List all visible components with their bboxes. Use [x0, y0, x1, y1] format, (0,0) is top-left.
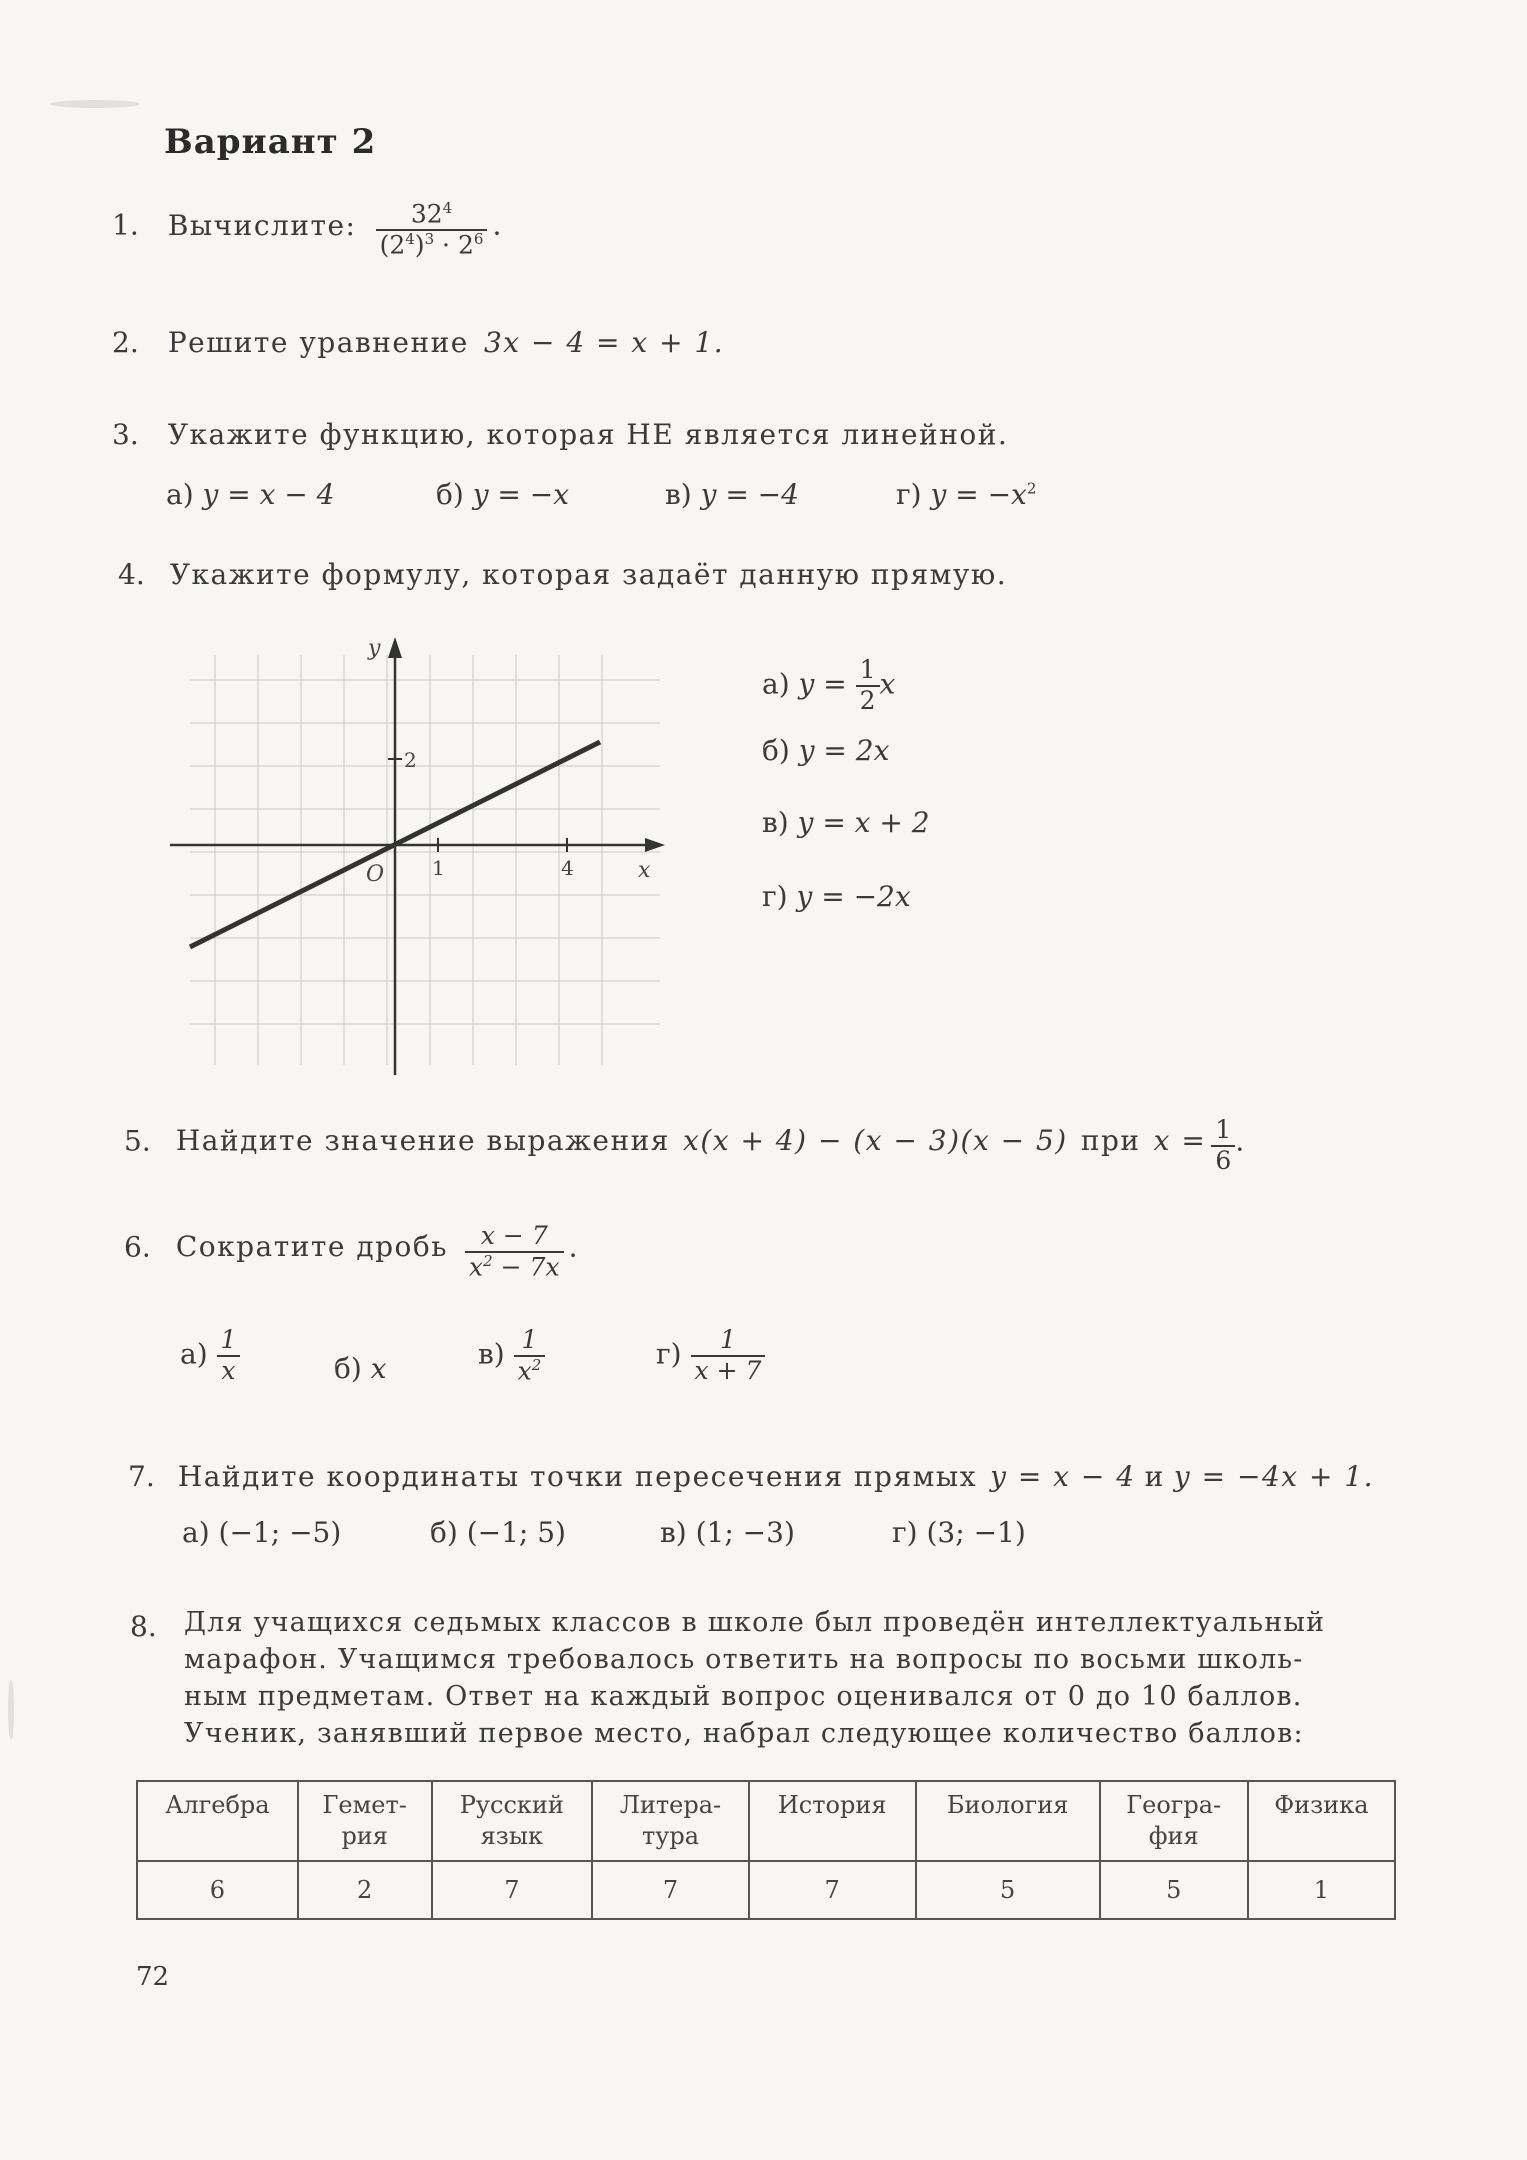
answer-option: б) y = −x	[436, 478, 570, 511]
answer-option: г) (3; −1)	[892, 1516, 1026, 1549]
table-header-cell: Физика	[1248, 1781, 1395, 1861]
tick-label: 2	[404, 748, 417, 772]
table-header-cell: Алгебра	[137, 1781, 298, 1861]
table-header-cell: Биология	[916, 1781, 1100, 1861]
answer-option: г) y = −2x	[762, 880, 911, 913]
scores-table	[136, 1780, 1396, 1920]
problem-2	[112, 326, 724, 359]
problem-text: Вычислите:	[167, 208, 357, 242]
answer-option: в) y = x + 2	[762, 806, 930, 839]
answer-option: а) $\frac{1}{x}$	[180, 1326, 240, 1386]
problem-number: 2.	[112, 326, 139, 359]
answer-option: в) (1; −3)	[660, 1516, 795, 1549]
answer-option: б) x	[334, 1352, 387, 1385]
problem-text: Найдите значение выражения	[175, 1124, 670, 1158]
problem-5: 5. Найдите значение выражения x(x + 4) − (x − 3)(x − 5) при x = $\frac{1}{6}$ .	[124, 1115, 1246, 1175]
answer-option: а) y = $\frac{1}{2}$ x	[762, 655, 896, 715]
table-header-cell: Гемет- рия	[298, 1781, 432, 1861]
problem-number: 6.	[124, 1230, 151, 1264]
problem-text: Решите уравнение	[167, 326, 469, 359]
answer-option: б) y = 2x	[762, 734, 890, 767]
y-axis-label: y	[368, 636, 381, 661]
table-header-cell: История	[749, 1781, 916, 1861]
table-header-row	[137, 1781, 1395, 1861]
problem-text: Найдите координаты точки пересечения прямых	[177, 1460, 977, 1493]
answer-option: б) (−1; 5)	[430, 1516, 566, 1549]
line-graph	[160, 625, 680, 1085]
table-cell: 7	[592, 1861, 749, 1919]
problem-number: 5.	[124, 1124, 151, 1158]
answer-option: г) $\frac{1}{x + 7}$	[656, 1326, 765, 1386]
table-cell: 7	[749, 1861, 916, 1919]
problem-text: Укажите формулу, которая задаёт данную прямую.	[169, 558, 1008, 591]
table-cell: 2	[298, 1861, 432, 1919]
problem-text: Сократите дробь	[175, 1230, 448, 1264]
problem-number: 4.	[118, 558, 145, 591]
problem-number: 1.	[112, 208, 139, 242]
answer-option: в) $\frac{1}{x^2}$	[478, 1326, 545, 1386]
problem-text: Укажите функцию, которая НЕ является линейной.	[167, 418, 1009, 451]
answer-option: а) (−1; −5)	[182, 1516, 342, 1549]
tick-label: 1	[432, 856, 445, 880]
table-cell: 5	[916, 1861, 1100, 1919]
problem-1: 1. Вычислите: $\frac{32^4}{(2^4)^3 \cdot 2^6}$ .	[112, 199, 503, 260]
problem-7: 7. Найдите координаты точки пересечения прямых y = x − 4 и y = −4x + 1.	[128, 1460, 1375, 1493]
equation: 3x − 4 = x + 1.	[483, 326, 725, 359]
table-cell: 1	[1248, 1861, 1395, 1919]
fraction: $\frac{32^4}{(2^4)^3 \cdot 2^6}$	[376, 200, 488, 260]
problem-3	[112, 418, 1008, 451]
table-header-cell: Русский язык	[432, 1781, 593, 1861]
answer-option: а) y = x − 4	[166, 478, 335, 511]
problem-number: 8.	[130, 1610, 157, 1643]
page-number: 72	[136, 1962, 170, 1992]
table-cell: 7	[432, 1861, 593, 1919]
x-axis-label: x	[638, 858, 651, 883]
table-cell: 6	[137, 1861, 298, 1919]
tick-label: 4	[561, 856, 574, 880]
problem-number: 7.	[128, 1460, 155, 1493]
problem-4	[118, 558, 1007, 591]
table-cell: 5	[1100, 1861, 1248, 1919]
table-row	[137, 1861, 1395, 1919]
problem-8-text: Для учащихся седьмых классов в школе был проведён интеллектуальный марафон. Учащимся требовалось ответить на вопросы по восьми школь- ным предметам. Ответ на каждый вопрос оценивался от 0 до 10 баллов. Ученик, занявший первое место, набрал следующее количество баллов:	[184, 1607, 1326, 1749]
variant-title: Вариант 2	[164, 122, 377, 162]
origin-label: O	[366, 862, 385, 887]
answer-option: в) y = −4	[665, 478, 799, 511]
answer-option: г) $y = -x^2$	[896, 478, 1037, 511]
table-header-cell: Геогра- фия	[1100, 1781, 1248, 1861]
problem-6: 6. Сократите дробь $\frac{x - 7}{x^2 - 7x}$ .	[124, 1221, 580, 1282]
problem-number: 3.	[112, 418, 139, 451]
table-header-cell: Литера- тура	[592, 1781, 749, 1861]
